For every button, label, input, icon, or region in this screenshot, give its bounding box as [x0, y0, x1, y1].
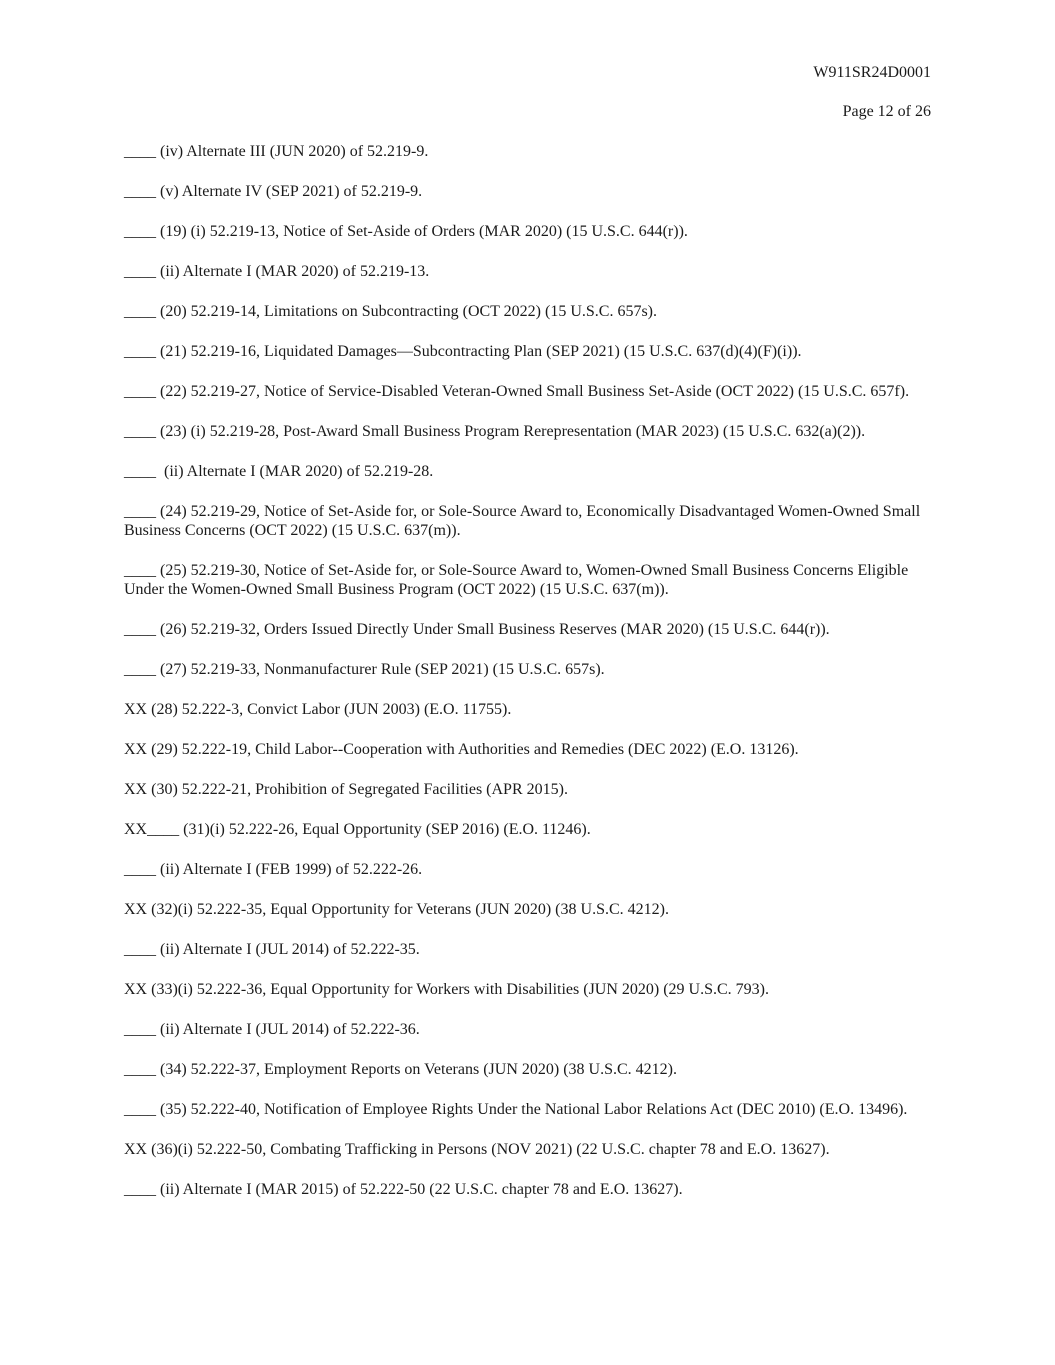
clause-paragraph: XX (29) 52.222-19, Child Labor--Cooperation with Authorities and Remedies (DEC 2022) (E.O. 13126).: [124, 741, 799, 758]
clause-paragraph: XX (28) 52.222-3, Convict Labor (JUN 2003) (E.O. 11755).: [124, 701, 512, 718]
clause-paragraph: ____ (19) (i) 52.219-13, Notice of Set-Aside of Orders (MAR 2020) (15 U.S.C. 644(r)).: [124, 223, 688, 240]
document-id: W911SR24D0001: [813, 64, 931, 81]
clause-paragraph: ____ (21) 52.219-16, Liquidated Damages—Subcontracting Plan (SEP 2021) (15 U.S.C. 637(d)(4)(F)(i)).: [124, 343, 802, 360]
clause-paragraph: ____ (ii) Alternate I (JUL 2014) of 52.222-35.: [124, 941, 420, 958]
clause-paragraph: ____ (35) 52.222-40, Notification of Employee Rights Under the National Labor Relations Act (DEC 2010) (E.O. 13496).: [124, 1101, 908, 1118]
clause-paragraph: ____ (ii) Alternate I (MAR 2020) of 52.219-13.: [124, 263, 430, 280]
clause-paragraph: ____ (22) 52.219-27, Notice of Service-Disabled Veteran-Owned Small Business Set-Aside (OCT 2022) (15 U.S.C. 657f).: [124, 383, 910, 400]
clause-paragraph: ____ (20) 52.219-14, Limitations on Subcontracting (OCT 2022) (15 U.S.C. 657s).: [124, 303, 657, 320]
clause-paragraph: ____ (v) Alternate IV (SEP 2021) of 52.219-9.: [124, 183, 423, 200]
clause-list: [124, 142, 932, 1220]
clause-paragraph: XX (36)(i) 52.222-50, Combating Trafficking in Persons (NOV 2021) (22 U.S.C. chapter 78 and E.O. 13627).: [124, 1141, 830, 1158]
clause-paragraph: ____ (26) 52.219-32, Orders Issued Directly Under Small Business Reserves (MAR 2020) (15 U.S.C. 644(r)).: [124, 621, 830, 638]
clause-paragraph: ____ (25) 52.219-30, Notice of Set-Aside for, or Sole-Source Award to, Women-Owned Small Business Concerns Eligible Under the Women-Owned Small Business Program (OCT 2022) (15 U.S.C. 637(m)).: [124, 562, 909, 598]
clause-paragraph: ____ (34) 52.222-37, Employment Reports on Veterans (JUN 2020) (38 U.S.C. 4212).: [124, 1061, 677, 1078]
clause-paragraph: ____ (ii) Alternate I (MAR 2020) of 52.219-28.: [124, 463, 434, 480]
clause-paragraph: ____ (23) (i) 52.219-28, Post-Award Small Business Program Rerepresentation (MAR 2023) (15 U.S.C. 632(a)(2)).: [124, 423, 866, 440]
clause-paragraph: ____ (iv) Alternate III (JUN 2020) of 52.219-9.: [124, 143, 429, 160]
clause-paragraph: XX (30) 52.222-21, Prohibition of Segregated Facilities (APR 2015).: [124, 781, 568, 798]
clause-paragraph: ____ (ii) Alternate I (JUL 2014) of 52.222-36.: [124, 1021, 420, 1038]
clause-paragraph: XX (33)(i) 52.222-36, Equal Opportunity for Workers with Disabilities (JUN 2020) (29 U.S.C. 793).: [124, 981, 770, 998]
clause-paragraph: ____ (24) 52.219-29, Notice of Set-Aside for, or Sole-Source Award to, Economically Disadvantaged Women-Owned Small Business Concerns (OCT 2022) (15 U.S.C. 637(m)).: [124, 503, 921, 539]
clause-paragraph: ____ (ii) Alternate I (FEB 1999) of 52.222-26.: [124, 861, 423, 878]
clause-paragraph: XX (32)(i) 52.222-35, Equal Opportunity for Veterans (JUN 2020) (38 U.S.C. 4212).: [124, 901, 669, 918]
clause-paragraph: ____ (27) 52.219-33, Nonmanufacturer Rule (SEP 2021) (15 U.S.C. 657s).: [124, 661, 605, 678]
page-number: Page 12 of 26: [842, 103, 931, 120]
clause-paragraph: ____ (ii) Alternate I (MAR 2015) of 52.222-50 (22 U.S.C. chapter 78 and E.O. 13627).: [124, 1181, 683, 1198]
clause-paragraph: XX____ (31)(i) 52.222-26, Equal Opportunity (SEP 2016) (E.O. 11246).: [124, 821, 591, 838]
